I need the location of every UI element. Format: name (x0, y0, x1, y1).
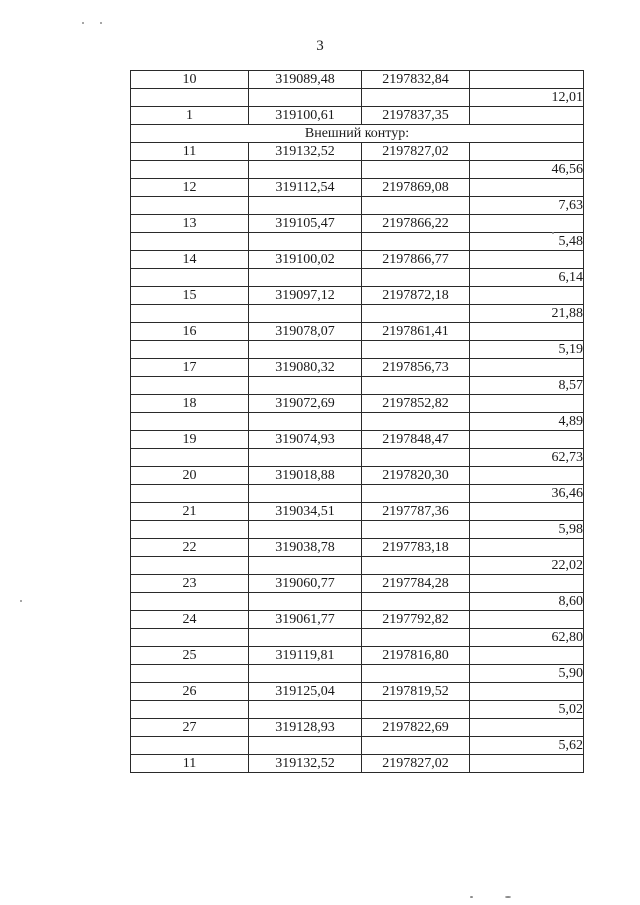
segment-length: 5,19 (470, 341, 584, 359)
empty-cell (131, 665, 249, 683)
table-row (131, 647, 584, 665)
empty-cell (131, 557, 249, 575)
point-number: 26 (131, 683, 249, 701)
segment-length-cell (470, 323, 584, 341)
point-number: 12 (131, 179, 249, 197)
segment-length: 7,63 (470, 197, 584, 215)
empty-cell (249, 485, 362, 503)
table-row (131, 233, 584, 251)
empty-cell (249, 557, 362, 575)
table-row (131, 89, 584, 107)
empty-cell (131, 89, 249, 107)
segment-length: 4,89 (470, 413, 584, 431)
scan-speck (470, 896, 473, 898)
empty-cell (131, 629, 249, 647)
empty-cell (249, 233, 362, 251)
x-coordinate: 319132,52 (249, 143, 362, 161)
section-label: Внешний контур: (131, 125, 584, 143)
empty-cell (249, 413, 362, 431)
y-coordinate: 2197820,30 (362, 467, 470, 485)
segment-length: 6,14 (470, 269, 584, 287)
table-row (131, 593, 584, 611)
empty-cell (131, 593, 249, 611)
table-row (131, 341, 584, 359)
segment-length-cell (470, 539, 584, 557)
x-coordinate: 319128,93 (249, 719, 362, 737)
table-row (131, 395, 584, 413)
segment-length: 62,73 (470, 449, 584, 467)
segment-length: 12,01 (470, 89, 584, 107)
x-coordinate: 319119,81 (249, 647, 362, 665)
empty-cell (362, 161, 470, 179)
table-row (131, 179, 584, 197)
x-coordinate: 319074,93 (249, 431, 362, 449)
point-number: 18 (131, 395, 249, 413)
y-coordinate: 2197852,82 (362, 395, 470, 413)
table-row (131, 107, 584, 125)
y-coordinate: 2197872,18 (362, 287, 470, 305)
segment-length: 8,57 (470, 377, 584, 395)
y-coordinate: 2197787,36 (362, 503, 470, 521)
coordinates-table (130, 70, 584, 773)
table-row (131, 197, 584, 215)
y-coordinate: 2197837,35 (362, 107, 470, 125)
table-row (131, 287, 584, 305)
x-coordinate: 319097,12 (249, 287, 362, 305)
empty-cell (131, 197, 249, 215)
table-row (131, 125, 584, 143)
table-row (131, 215, 584, 233)
empty-cell (362, 557, 470, 575)
empty-cell (362, 197, 470, 215)
table-row (131, 359, 584, 377)
segment-length-cell (470, 107, 584, 125)
empty-cell (362, 737, 470, 755)
table-row (131, 557, 584, 575)
y-coordinate: 2197866,22 (362, 215, 470, 233)
table-row (131, 251, 584, 269)
segment-length-cell (470, 143, 584, 161)
segment-length: 46,56 (470, 161, 584, 179)
point-number: 1 (131, 107, 249, 125)
scan-speck (552, 232, 554, 234)
scan-speck (100, 22, 102, 24)
table-row (131, 611, 584, 629)
empty-cell (249, 701, 362, 719)
page-number: 3 (316, 38, 324, 54)
point-number: 19 (131, 431, 249, 449)
table-row (131, 467, 584, 485)
table-row (131, 269, 584, 287)
x-coordinate: 319112,54 (249, 179, 362, 197)
empty-cell (249, 377, 362, 395)
table-row (131, 449, 584, 467)
empty-cell (131, 269, 249, 287)
empty-cell (249, 665, 362, 683)
segment-length-cell (470, 575, 584, 593)
empty-cell (249, 269, 362, 287)
segment-length: 5,90 (470, 665, 584, 683)
coordinates-table-body (131, 71, 584, 773)
x-coordinate: 319078,07 (249, 323, 362, 341)
point-number: 11 (131, 755, 249, 773)
empty-cell (131, 521, 249, 539)
x-coordinate: 319080,32 (249, 359, 362, 377)
table-row (131, 161, 584, 179)
segment-length-cell (470, 719, 584, 737)
segment-length: 5,98 (470, 521, 584, 539)
point-number: 23 (131, 575, 249, 593)
empty-cell (131, 449, 249, 467)
y-coordinate: 2197861,41 (362, 323, 470, 341)
scan-speck (82, 22, 84, 24)
x-coordinate: 319038,78 (249, 539, 362, 557)
table-row (131, 413, 584, 431)
segment-length-cell (470, 71, 584, 89)
empty-cell (249, 449, 362, 467)
table-row (131, 719, 584, 737)
point-number: 27 (131, 719, 249, 737)
table-row (131, 521, 584, 539)
table-row (131, 143, 584, 161)
y-coordinate: 2197819,52 (362, 683, 470, 701)
table-row (131, 305, 584, 323)
table-row (131, 503, 584, 521)
point-number: 24 (131, 611, 249, 629)
segment-length: 5,62 (470, 737, 584, 755)
empty-cell (362, 233, 470, 251)
x-coordinate: 319089,48 (249, 71, 362, 89)
segment-length-cell (470, 611, 584, 629)
empty-cell (131, 233, 249, 251)
empty-cell (131, 485, 249, 503)
empty-cell (362, 593, 470, 611)
empty-cell (131, 341, 249, 359)
empty-cell (249, 737, 362, 755)
segment-length-cell (470, 395, 584, 413)
table-row (131, 683, 584, 701)
segment-length: 22,02 (470, 557, 584, 575)
empty-cell (131, 701, 249, 719)
segment-length-cell (470, 503, 584, 521)
segment-length-cell (470, 431, 584, 449)
segment-length-cell (470, 359, 584, 377)
table-row (131, 485, 584, 503)
empty-cell (362, 665, 470, 683)
empty-cell (362, 341, 470, 359)
y-coordinate: 2197832,84 (362, 71, 470, 89)
point-number: 10 (131, 71, 249, 89)
table-row (131, 629, 584, 647)
point-number: 25 (131, 647, 249, 665)
point-number: 21 (131, 503, 249, 521)
empty-cell (249, 197, 362, 215)
x-coordinate: 319034,51 (249, 503, 362, 521)
segment-length: 8,60 (470, 593, 584, 611)
point-number: 15 (131, 287, 249, 305)
table-row (131, 431, 584, 449)
table-row (131, 737, 584, 755)
table-row (131, 71, 584, 89)
x-coordinate: 319100,02 (249, 251, 362, 269)
empty-cell (131, 161, 249, 179)
scan-speck (505, 896, 511, 898)
x-coordinate: 319061,77 (249, 611, 362, 629)
y-coordinate: 2197869,08 (362, 179, 470, 197)
segment-length-cell (470, 755, 584, 773)
point-number: 22 (131, 539, 249, 557)
table-row (131, 665, 584, 683)
point-number: 11 (131, 143, 249, 161)
x-coordinate: 319105,47 (249, 215, 362, 233)
y-coordinate: 2197792,82 (362, 611, 470, 629)
empty-cell (131, 413, 249, 431)
segment-length-cell (470, 647, 584, 665)
segment-length: 21,88 (470, 305, 584, 323)
x-coordinate: 319125,04 (249, 683, 362, 701)
x-coordinate: 319060,77 (249, 575, 362, 593)
y-coordinate: 2197784,28 (362, 575, 470, 593)
point-number: 13 (131, 215, 249, 233)
empty-cell (362, 485, 470, 503)
empty-cell (362, 449, 470, 467)
x-coordinate: 319018,88 (249, 467, 362, 485)
empty-cell (131, 377, 249, 395)
point-number: 16 (131, 323, 249, 341)
empty-cell (249, 305, 362, 323)
empty-cell (249, 341, 362, 359)
segment-length-cell (470, 251, 584, 269)
empty-cell (249, 161, 362, 179)
point-number: 14 (131, 251, 249, 269)
empty-cell (362, 377, 470, 395)
scan-speck (20, 600, 22, 602)
table-row (131, 539, 584, 557)
empty-cell (362, 521, 470, 539)
y-coordinate: 2197848,47 (362, 431, 470, 449)
table-row (131, 575, 584, 593)
x-coordinate: 319132,52 (249, 755, 362, 773)
empty-cell (362, 413, 470, 431)
x-coordinate: 319072,69 (249, 395, 362, 413)
table-row (131, 701, 584, 719)
segment-length: 5,02 (470, 701, 584, 719)
y-coordinate: 2197822,69 (362, 719, 470, 737)
y-coordinate: 2197783,18 (362, 539, 470, 557)
x-coordinate: 319100,61 (249, 107, 362, 125)
empty-cell (362, 701, 470, 719)
segment-length: 62,80 (470, 629, 584, 647)
segment-length-cell (470, 467, 584, 485)
empty-cell (249, 593, 362, 611)
empty-cell (362, 305, 470, 323)
segment-length: 36,46 (470, 485, 584, 503)
empty-cell (249, 89, 362, 107)
segment-length: 5,48 (470, 233, 584, 251)
empty-cell (249, 521, 362, 539)
empty-cell (362, 269, 470, 287)
point-number: 20 (131, 467, 249, 485)
empty-cell (362, 89, 470, 107)
y-coordinate: 2197827,02 (362, 755, 470, 773)
segment-length-cell (470, 287, 584, 305)
empty-cell (131, 737, 249, 755)
empty-cell (362, 629, 470, 647)
table-row (131, 323, 584, 341)
segment-length-cell (470, 215, 584, 233)
y-coordinate: 2197866,77 (362, 251, 470, 269)
empty-cell (249, 629, 362, 647)
table-row (131, 377, 584, 395)
y-coordinate: 2197856,73 (362, 359, 470, 377)
table-row (131, 755, 584, 773)
y-coordinate: 2197816,80 (362, 647, 470, 665)
segment-length-cell (470, 683, 584, 701)
segment-length-cell (470, 179, 584, 197)
point-number: 17 (131, 359, 249, 377)
empty-cell (131, 305, 249, 323)
y-coordinate: 2197827,02 (362, 143, 470, 161)
